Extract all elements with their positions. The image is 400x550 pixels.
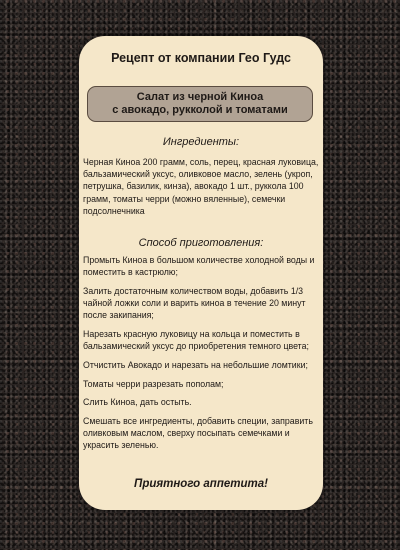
method-steps	[83, 254, 319, 458]
step-item: Залить достаточным количеством воды, добавить 1/3 чайной ложки соли и варить киноа в течение 20 минут после закипания;	[83, 285, 306, 321]
closing-text: Приятного аппетита!	[134, 478, 268, 490]
recipe-title-box	[87, 86, 313, 122]
step-item: Смешать все ингредиенты, добавить специи, заправить оливковым маслом, сверху посыпать семечками и украсить зеленью.	[83, 416, 313, 451]
ingredients-text: Черная Киноа 200 грамм, соль, перец, красная луковица, бальзамический уксус, оливковое масло, зелень (укроп, петрушка, базилик, кинза), авокадо 1 шт., руккола 100 грамм, томаты черри (можно вяленные), семечки подсолнечника	[83, 157, 319, 216]
recipe-card	[79, 36, 323, 510]
company-title: Рецепт от компании Гео Гудс	[111, 51, 291, 65]
step-item: Промыть Киноа в большом количестве холодной воды и поместить в кастрюлю;	[83, 255, 315, 278]
step-item: Томаты черри разрезать пополам;	[83, 378, 224, 389]
method-heading: Способ приготовления:	[138, 237, 264, 249]
step-item: Отчистить Авокадо и нарезать на небольшие ломтики;	[83, 359, 308, 370]
step-item: Слить Киноа, дать остыть.	[83, 397, 192, 408]
recipe-title-line-1: Салат из черной Киноа	[136, 91, 264, 103]
ingredients-heading: Ингредиенты:	[162, 136, 240, 148]
step-item: Нарезать красную луковицу на кольца и поместить в бальзамический уксус до приобретения темного цвета;	[83, 329, 309, 352]
recipe-title-line-2: с авокадо, рукколой и томатами	[112, 104, 288, 116]
